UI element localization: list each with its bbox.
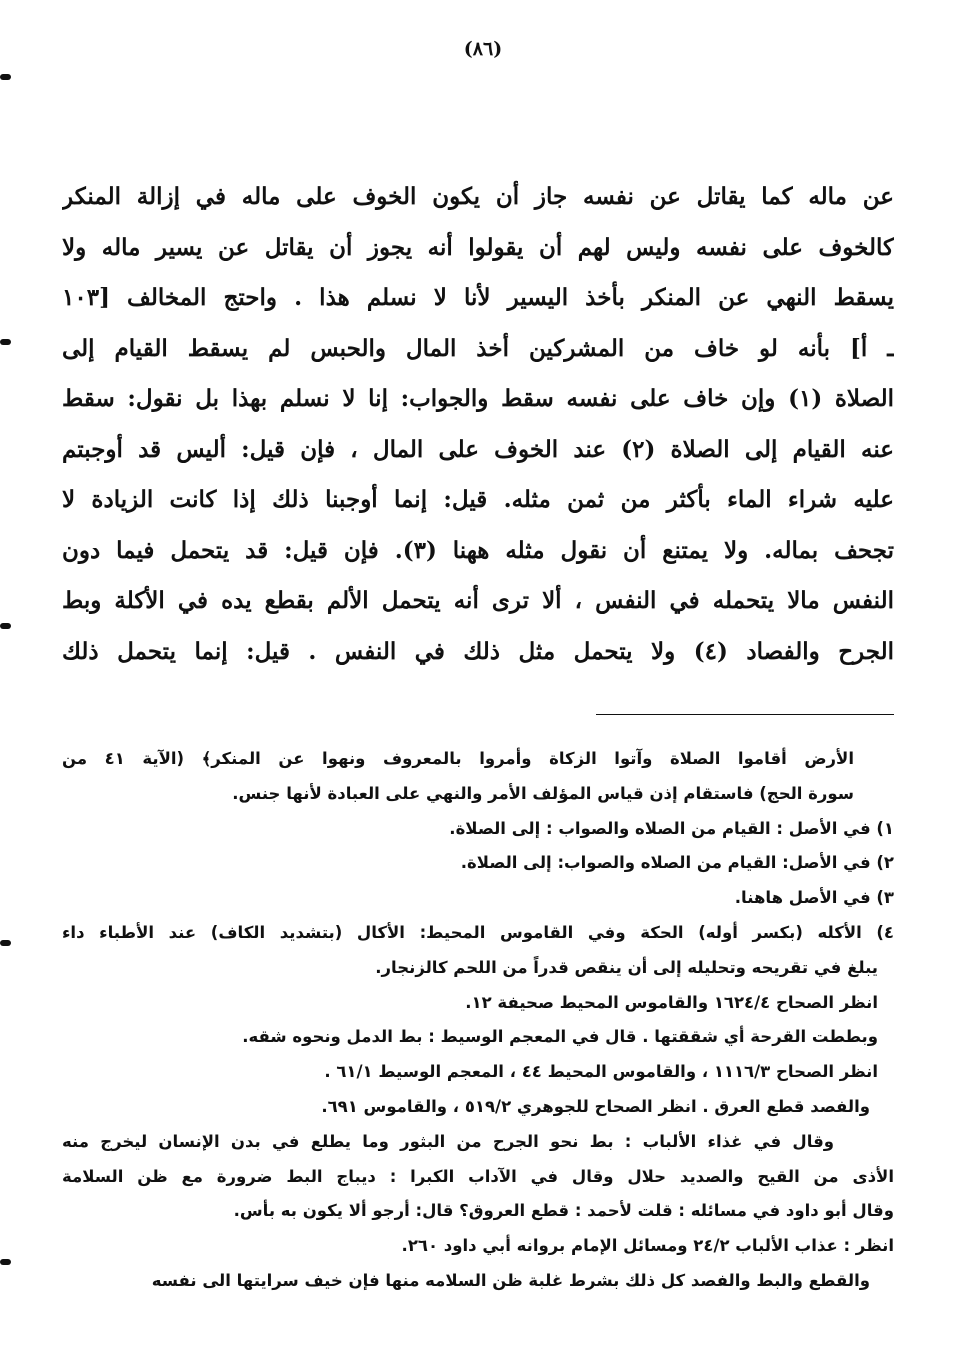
- scan-edge-mark: [0, 1259, 11, 1265]
- footnotes: [62, 742, 894, 1299]
- footnote-divider: [596, 714, 894, 715]
- text-line: عنه القيام إلى الصلاة (٢) عند الخوف على المال ، فإن قيل: أليس قد أوجبتم: [62, 435, 894, 463]
- footnote-line: والفصد قطع العرق . انظر الصحاح للجوهري ٥١٩/٢ ، والقاموس ٦٩١.: [321, 1096, 870, 1116]
- text-line: تجحف بماله. ولا يمتنع أن نقول مثله ههنا (٣). فإن قيل: قد يتحمل فيما دون: [62, 536, 894, 564]
- footnote-line: ١) في الأصل : القيام من الصلاه والصواب : إلى الصلاة.: [449, 818, 894, 838]
- scan-edge-mark: [0, 339, 11, 345]
- footnote-line: وقال أبو داود في مسائله : قلت لأحمد : قطع العروق؟ قال: أرجو ألا يكون به بأس.: [233, 1201, 894, 1221]
- footnote-line: انظر : عذاب الألباب ٢٤/٢ ومسائل الإمام بروانه أبي داود ٢٦٠.: [401, 1236, 894, 1256]
- footnote-line: يبلغ في تقريحه وتحليله إلى أن ينقص قدراً من اللحم كالزنجار.: [375, 957, 878, 977]
- footnote-line: ٣) في الأصل هاهنا.: [734, 888, 894, 908]
- scan-edge-mark: [0, 74, 11, 80]
- footnote-line: والقطع والبط والفصد كل ذلك بشرط غلبة ظن السلامه منها فإن خيف سرايتها الى نفسه: [151, 1270, 870, 1290]
- text-line: يسقط النهي عن المنكر بأخذ اليسير لأنا لا نسلم هذا . واحتج المخالف [١٠٣: [62, 284, 894, 311]
- scan-edge-mark: [0, 623, 11, 629]
- text-line: الجرح والفصاد (٤) ولا يتحمل مثل ذلك في النفس . قيل: إنما يتحمل ذلك: [62, 637, 894, 665]
- footnote-line: الأذى من القيح والصديد حلال وقال في الآداب الكبرا : ديباج البط ضرورة مع ظن السلامة: [62, 1166, 894, 1186]
- footnote-line: سورة الحج) فاستقام إذن قياس المؤلف الأمر والنهي على العبادة لأنها جنس.: [232, 783, 854, 803]
- footnote-line: وقال في غذاء الألباب : بط نحو الجرح من البثور وما يطلع في بدن الإنسان ليخرج منه: [62, 1131, 834, 1151]
- text-line: ـ أ] بأنه لو خاف من المشركين أخذ المال والحبس لم يسقط القيام إلى: [62, 334, 894, 362]
- footnote-line: الأرض أقاموا الصلاة وآتوا الزكاة وأمروا بالمعروف ونهوا عن المنكر﴾ (الآية ٤١ من: [62, 749, 854, 768]
- text-line: كالخوف على نفسه وليس لهم أن يقولوا أنه يجوز أن يقاتل عن يسير ماله ولا: [62, 233, 894, 261]
- text-line: الصلاة (١) وإن خاف على نفسه سقط والجواب: إنا لا نسلم بهذا بل نقول: سقط: [62, 385, 894, 412]
- footnote-line: ٤) الأكله (بكسر أوله) الحكة وفي القاموس المحيط: الأكال (بتشديد الكاف) عند الأطباء داء: [62, 922, 894, 942]
- text-line: النفس مالا يتحمله في النفس ، ألا ترى أنه يتحمل الألم بقطع يده في الأكلة وبط: [62, 587, 894, 614]
- footnote-line: انظر الصحاح ١١١٦/٣ ، والقاموس المحيط ٤٤ ، المعجم الوسيط ٦١/١ .: [324, 1062, 878, 1082]
- text-line: عن ماله كما يقاتل عن نفسه جاز أن يكون الخوف على ماله في إزالة المنكر: [62, 183, 894, 210]
- footnote-line: وبططت القرحة أي شققتها . قال في المعجم الوسيط : بط الدمل ونحوه شقه.: [242, 1027, 878, 1047]
- footnote-line: ٢) في الأصل: القيام من الصلاه والصواب: إلى الصلاة.: [460, 853, 894, 873]
- scan-edge-mark: [0, 940, 11, 946]
- footnote-line: انظر الصحاح ١٦٢٤/٤ والقاموس المحيط صحيفة ١٢.: [465, 992, 878, 1012]
- main-text: [62, 172, 894, 677]
- text-line: عليه شراء الماء بأكثر من ثمن مثله. قيل: إنما أوجبنا ذلك إذا كانت الزيادة لا: [62, 486, 894, 513]
- page-number: (٨٦): [463, 38, 503, 60]
